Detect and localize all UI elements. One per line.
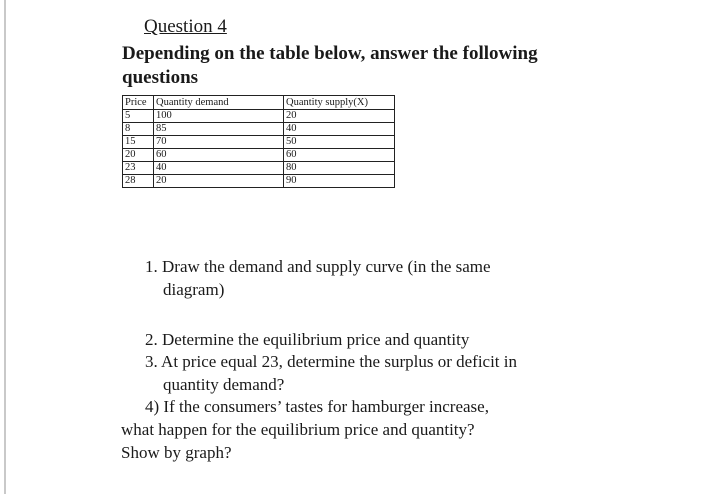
header-quantity-demand: Quantity demand — [154, 96, 284, 110]
question-item-4-line-2: what happen for the equilibrium price and quantity? — [121, 420, 475, 439]
cell-supply: 20 — [284, 110, 395, 123]
question-item-4-line-3: Show by graph? — [121, 443, 232, 462]
cell-supply: 80 — [284, 162, 395, 175]
cell-supply: 60 — [284, 149, 395, 162]
question-item-3-line-2: quantity demand? — [163, 375, 285, 394]
cell-price: 20 — [123, 149, 154, 162]
cell-demand: 85 — [154, 123, 284, 136]
question-title: Question 4 — [144, 16, 227, 37]
cell-price: 5 — [123, 110, 154, 123]
question-item-4-line-1: 4) If the consumers’ tastes for hamburger increase, — [145, 397, 489, 416]
header-quantity-supply: Quantity supply(X) — [284, 96, 395, 110]
cell-price: 28 — [123, 175, 154, 188]
cell-demand: 20 — [154, 175, 284, 188]
cell-supply: 40 — [284, 123, 395, 136]
cell-supply: 50 — [284, 136, 395, 149]
cell-demand: 40 — [154, 162, 284, 175]
cell-supply: 90 — [284, 175, 395, 188]
cell-demand: 100 — [154, 110, 284, 123]
question-item-1-line-2: diagram) — [163, 280, 225, 299]
question-item-3-line-1: 3. At price equal 23, determine the surplus or deficit in — [145, 352, 518, 371]
cell-price: 23 — [123, 162, 154, 175]
cell-price: 8 — [123, 123, 154, 136]
cell-price: 15 — [123, 136, 154, 149]
header-price: Price — [123, 96, 154, 110]
question-item-2: 2. Determine the equilibrium price and quantity — [145, 330, 470, 349]
question-item-1-line-1: 1. Draw the demand and supply curve (in the same — [145, 257, 491, 276]
question-intro: Depending on the table below, answer the following questions — [122, 43, 538, 88]
cell-demand: 70 — [154, 136, 284, 149]
cell-demand: 60 — [154, 149, 284, 162]
